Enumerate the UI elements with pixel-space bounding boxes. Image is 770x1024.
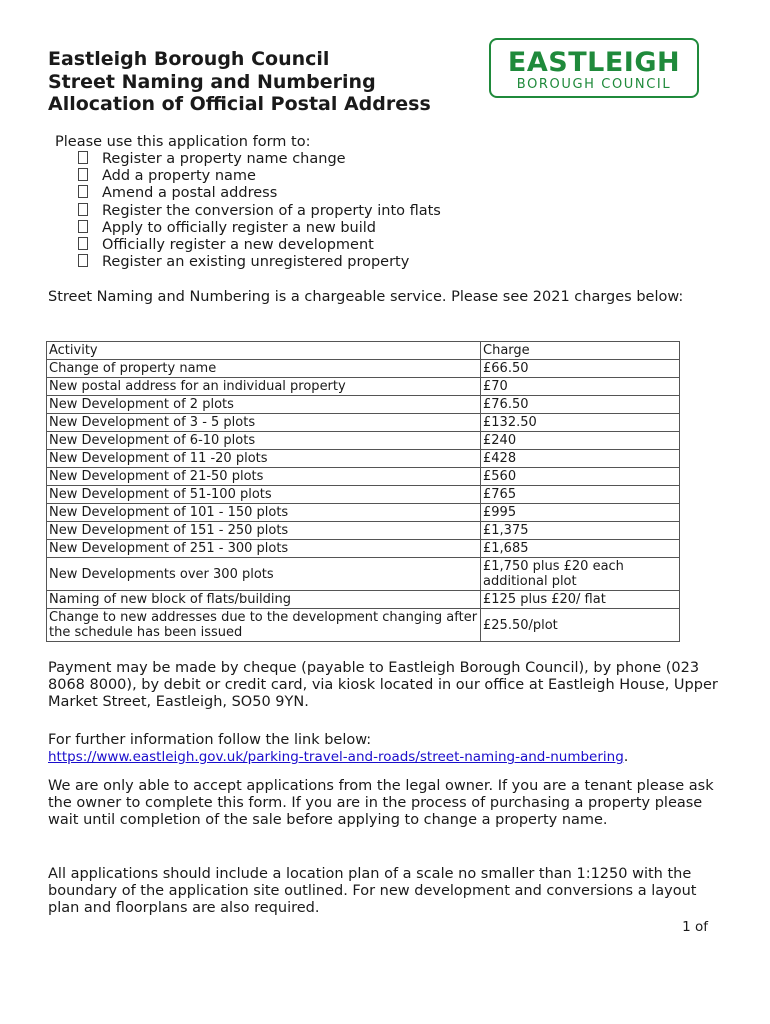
table-cell: £66.50 [481, 360, 680, 378]
table-header-row [47, 342, 680, 360]
table-cell: New Development of 251 - 300 plots [47, 540, 481, 558]
table-row [47, 591, 680, 609]
table-cell: £560 [481, 468, 680, 486]
list-item-label: Add a property name [102, 168, 256, 185]
list-item [78, 151, 441, 168]
list-item [78, 203, 441, 220]
table-row [47, 540, 680, 558]
table-row [47, 609, 680, 642]
table-cell: £1,750 plus £20 each additional plot [481, 558, 680, 591]
checkbox-icon [78, 168, 88, 181]
table-row [47, 360, 680, 378]
table-row [47, 486, 680, 504]
table-cell: £25.50/plot [481, 609, 680, 642]
payment-info: Payment may be made by cheque (payable to Eastleigh Borough Council), by phone (023 8068 8000), by debit or credit card, via kiosk located in our office at Eastleigh House, Upper Market Street, Eastleigh, SO50 9YN. [48, 660, 718, 710]
table-cell: New Development of 101 - 150 plots [47, 504, 481, 522]
charges-intro: Street Naming and Numbering is a chargeable service. Please see 2021 charges below: [48, 289, 684, 305]
table-cell: New postal address for an individual property [47, 378, 481, 396]
table-row [47, 378, 680, 396]
table-row [47, 450, 680, 468]
list-item [78, 254, 441, 271]
table-row [47, 504, 680, 522]
legal-owner-notice: We are only able to accept applications from the legal owner. If you are a tenant please ask the owner to complete this form. If you are in the process of purchasing a property please wait until completion of the sale before applying to change a property name. [48, 778, 714, 828]
table-cell: New Development of 151 - 250 plots [47, 522, 481, 540]
table-cell: £125 plus £20/ flat [481, 591, 680, 609]
table-cell: New Development of 51-100 plots [47, 486, 481, 504]
checkbox-icon [78, 185, 88, 198]
list-item-label: Register the conversion of a property into flats [102, 202, 441, 219]
checkbox-icon [78, 237, 88, 250]
table-row [47, 558, 680, 591]
table-cell: £1,375 [481, 522, 680, 540]
table-cell: £765 [481, 486, 680, 504]
page-title [48, 48, 478, 116]
list-item-label: Officially register a new development [102, 237, 374, 254]
title-line-3: Allocation of Official Postal Address [48, 93, 431, 115]
charges-table [46, 341, 680, 642]
list-item-label: Register a property name change [102, 151, 346, 167]
table-cell: £70 [481, 378, 680, 396]
checkbox-icon [78, 151, 88, 164]
table-row [47, 432, 680, 450]
column-header-activity: Activity [47, 342, 481, 360]
table-row [47, 468, 680, 486]
checkbox-icon [78, 254, 88, 267]
page-number: 1 of [682, 919, 708, 935]
logo-main-text: EASTLEIGH [507, 47, 681, 78]
table-row [47, 522, 680, 540]
table-cell: New Development of 21-50 plots [47, 468, 481, 486]
table-cell: £76.50 [481, 396, 680, 414]
purpose-list [78, 151, 441, 271]
table-cell: New Development of 11 -20 plots [47, 450, 481, 468]
table-row [47, 396, 680, 414]
title-line-1: Eastleigh Borough Council [48, 48, 330, 70]
list-item [78, 237, 441, 254]
list-item-label: Amend a postal address [102, 185, 278, 202]
title-line-2: Street Naming and Numbering [48, 70, 376, 93]
table-cell: £240 [481, 432, 680, 450]
list-item [78, 185, 441, 202]
column-header-charge: Charge [481, 342, 680, 360]
table-cell: New Development of 6-10 plots [47, 432, 481, 450]
council-logo [489, 38, 699, 98]
table-row [47, 414, 680, 432]
list-item [78, 168, 441, 185]
street-naming-link[interactable]: https://www.eastleigh.gov.uk/parking-travel-and-roads/street-naming-and-numbering [48, 749, 624, 765]
table-cell: New Developments over 300 plots [47, 558, 481, 591]
list-item [78, 220, 441, 237]
table-cell: £428 [481, 450, 680, 468]
list-item-label: Apply to officially register a new build [102, 219, 376, 236]
logo-sub-text: BOROUGH COUNCIL [516, 77, 672, 92]
table-cell: Naming of new block of flats/building [47, 591, 481, 609]
checkbox-icon [78, 203, 88, 216]
list-item-label: Register an existing unregistered property [102, 254, 410, 271]
table-cell: New Development of 2 plots [47, 396, 481, 414]
plans-requirement: All applications should include a location plan of a scale no smaller than 1:1250 with the boundary of the application site outlined. For new development and conversions a layout plan and floorplans are also required. [48, 866, 697, 916]
table-cell: £1,685 [481, 540, 680, 558]
table-cell: Change of property name [47, 360, 481, 378]
table-cell: New Development of 3 - 5 plots [47, 414, 481, 432]
checkbox-icon [78, 220, 88, 233]
table-cell: Change to new addresses due to the development changing after the schedule has been issued [47, 609, 481, 642]
table-cell: £995 [481, 504, 680, 522]
further-info-lead: For further information follow the link below: [48, 732, 372, 748]
intro-lead: Please use this application form to: [55, 134, 311, 150]
further-info: For further information follow the link below: https://www.eastleigh.gov.uk/parking-travel-and-roads/street-naming-and-numbering. [48, 732, 718, 766]
table-cell: £132.50 [481, 414, 680, 432]
